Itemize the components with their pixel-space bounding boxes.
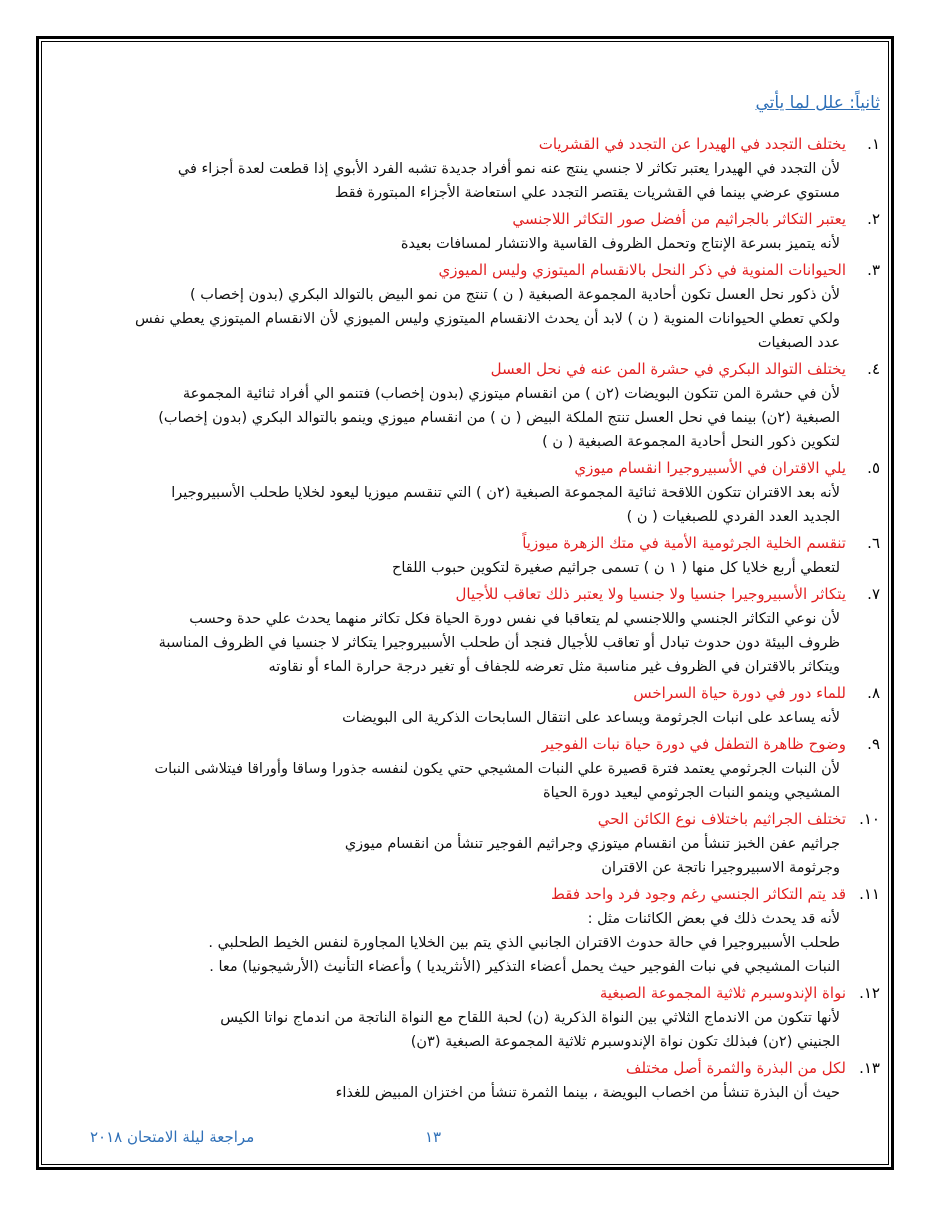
answer-block — [60, 556, 880, 580]
question-text: قد يتم التكاثر الجنسي رغم وجود فرد واحد فقط — [551, 885, 846, 903]
answer-line: ويتكاثر بالاقتران في الظروف غير مناسبة مثل تعرضه للجفاف أو تغير درجة حرارة الماء أو نقاوته — [268, 659, 840, 675]
question-text: يعتبر التكاثر بالجراثيم من أفضل صور التكاثر اللاجنسي — [512, 210, 846, 228]
question-number: ٥. — [867, 459, 880, 477]
answer-line: لأنه بعد الاقتران تتكون اللاقحة ثنائية المجموعة الصبغية (٢ن ) التي تنقسم ميوزيا ليعود لخلايا طحلب الأسبيروجيرا — [171, 485, 840, 501]
answer-line: لأن النبات الجرثومي يعتمد فترة قصيرة علي النبات المشيجي حتي يكون لنفسه جذورا وساقا وأوراقا فيتلاشى النبات — [154, 761, 840, 777]
answer-line: لتعطي أربع خلايا كل منها ( ١ ن ) تسمى جراثيم صغيرة لتكوين حبوب اللقاح — [391, 560, 840, 576]
question-item — [60, 357, 880, 454]
question-line — [60, 207, 880, 232]
answer-block — [60, 832, 880, 880]
page-number: ١٣ — [425, 1128, 442, 1146]
answer-line: لأن في حشرة المن تتكون البويضات (٢ن ) من انقسام ميتوزي (بدون إخصاب) فتنمو الي أفراد ثنائية المجموعة — [182, 386, 840, 402]
question-number: ٧. — [867, 585, 880, 603]
question-number: ٤. — [867, 360, 880, 378]
answer-line: لأنها تتكون من الاندماج الثلاثي بين النواة الذكرية (ن) لحبة اللقاح مع النواة الناتجة من اندماج نواتا الكيس — [220, 1010, 840, 1026]
answer-line: ظروف البيئة دون حدوث تبادل أو تعاقب للأجيال فنجد أن طحلب الأسبيروجيرا يتكاثر لا جنسيا في الظروف المناسبة — [158, 635, 840, 651]
question-number: ١١. — [859, 885, 880, 903]
question-item — [60, 732, 880, 805]
answer-line: ولكي تعطي الحيوانات المنوية ( ن ) لابد أن يحدث الانقسام الميتوزي وليس الميوزي لأن الانقسام الميتوزي يعطي نفس — [135, 311, 840, 327]
question-item — [60, 882, 880, 979]
question-text: لكل من البذرة والثمرة أصل مختلف — [625, 1059, 846, 1077]
question-text: الحيوانات المنوية في ذكر النحل بالانقسام الميتوزي وليس الميوزي — [438, 261, 846, 279]
question-number: ١٣. — [859, 1059, 880, 1077]
answer-line: لأنه يتميز بسرعة الإنتاج وتحمل الظروف القاسية والانتشار لمسافات بعيدة — [400, 236, 840, 252]
question-text: وضوح ظاهرة التطفل في دورة حياة نبات الفوجير — [541, 735, 846, 753]
question-text: يختلف التجدد في الهيدرا عن التجدد في القشريات — [538, 135, 846, 153]
question-number: ١. — [867, 135, 880, 153]
question-line — [60, 258, 880, 283]
answer-line: لأن نوعي التكاثر الجنسي واللاجنسي لم يتعاقبا في نفس دورة الحياة فكل تكاثر منهما يحدث علي حدة وحسب — [189, 611, 840, 627]
question-number: ١٢. — [859, 984, 880, 1002]
question-item — [60, 1056, 880, 1105]
answer-line: جراثيم عفن الخبز تنشأ من انقسام ميتوزي وجراثيم الفوجير تنشأ من انقسام ميوزي — [344, 836, 840, 852]
answer-block — [60, 706, 880, 730]
answer-line: عدد الصبغيات — [757, 335, 840, 351]
answer-block — [60, 283, 880, 355]
page-footer — [80, 1128, 860, 1152]
question-text: يلي الاقتران في الأسبيروجيرا انقسام ميوزي — [574, 459, 846, 477]
question-line — [60, 807, 880, 832]
question-text: يختلف التوالد البكري في حشرة المن عنه في نحل العسل — [490, 360, 846, 378]
question-line — [60, 981, 880, 1006]
question-item — [60, 981, 880, 1054]
question-item — [60, 681, 880, 730]
question-number: ٨. — [867, 684, 880, 702]
question-line — [60, 681, 880, 706]
document-body — [60, 92, 880, 1107]
question-list — [60, 132, 880, 1105]
answer-block — [60, 907, 880, 979]
question-line — [60, 531, 880, 556]
question-item — [60, 258, 880, 355]
question-number: ١٠. — [859, 810, 880, 828]
question-item — [60, 582, 880, 679]
question-number: ٦. — [867, 534, 880, 552]
section-heading: ثانياً: علل لما يأتي — [755, 93, 880, 113]
answer-block — [60, 382, 880, 454]
question-item — [60, 807, 880, 880]
answer-line: لأن التجدد في الهيدرا يعتبر تكاثر لا جنسي ينتج عنه نمو أفراد جديدة تشبه الفرد الأبوي إذا قطعت لعدة أجزاء في — [177, 161, 840, 177]
question-text: للماء دور في دورة حياة السراخس — [633, 684, 846, 702]
question-line — [60, 882, 880, 907]
answer-block — [60, 157, 880, 205]
answer-line: لأن ذكور نحل العسل تكون أحادية المجموعة الصبغية ( ن ) تنتج من نمو البيض بالتوالد البكري (بدون إخصاب ) — [190, 287, 840, 303]
question-line — [60, 456, 880, 481]
question-number: ٩. — [867, 735, 880, 753]
answer-block — [60, 607, 880, 679]
question-line — [60, 732, 880, 757]
question-text: نواة الإندوسبرم ثلاثية المجموعة الصبغية — [599, 984, 846, 1002]
question-number: ٢. — [867, 210, 880, 228]
answer-line: لأنه قد يحدث ذلك في بعض الكائنات مثل : — [587, 911, 840, 927]
answer-line: لأنه يساعد على انبات الجرثومة ويساعد على انتقال السابحات الذكرية الى البويضات — [342, 710, 840, 726]
answer-block — [60, 757, 880, 805]
question-number: ٣. — [867, 261, 880, 279]
answer-line: الصبغية (٢ن) بينما في نحل العسل تنتج الملكة البيض ( ن ) من انقسام ميوزي وينمو بالتوالد البكري (بدون إخصاب) — [158, 410, 840, 426]
question-line — [60, 582, 880, 607]
answer-block — [60, 481, 880, 529]
answer-line: المشيجي وينمو النبات الجرثومي ليعيد دورة الحياة — [542, 785, 840, 801]
question-text: يتكاثر الأسبيروجيرا جنسيا ولا جنسيا ولا يعتبر ذلك تعاقب للأجيال — [455, 585, 846, 603]
answer-block — [60, 232, 880, 256]
answer-line: لتكوين ذكور النحل أحادية المجموعة الصبغية ( ن ) — [542, 434, 840, 450]
answer-block — [60, 1081, 880, 1105]
question-line — [60, 357, 880, 382]
answer-line: الجديد العدد الفردي للصبغيات ( ن ) — [626, 509, 840, 525]
question-item — [60, 531, 880, 580]
answer-line: وجرثومة الاسبيروجيرا ناتجة عن الاقتران — [601, 860, 840, 876]
question-item — [60, 207, 880, 256]
question-item — [60, 132, 880, 205]
footer-title: مراجعة ليلة الامتحان ٢٠١٨ — [90, 1128, 255, 1146]
question-item — [60, 456, 880, 529]
question-line — [60, 1056, 880, 1081]
answer-line: النبات المشيجي في نبات الفوجير حيث يحمل أعضاء التذكير (الأنثريديا ) وأعضاء التأنيث (الأرشيجونيا) معا . — [209, 959, 840, 975]
answer-line: طحلب الأسبيروجيرا في حالة حدوث الاقتران الجانبي الذي يتم بين الخلايا المجاورة لنفس الخيط الطحلبي . — [208, 935, 840, 951]
answer-line: الجنيني (٢ن) فبذلك تكون نواة الإندوسبرم ثلاثية المجموعة الصبغية (٣ن) — [410, 1034, 840, 1050]
question-line — [60, 132, 880, 157]
question-text: تختلف الجراثيم باختلاف نوع الكائن الحي — [597, 810, 846, 828]
answer-line: مستوي عرضي بينما في القشريات يقتصر التجدد علي استعاضة الأجزاء المبتورة فقط — [334, 185, 840, 201]
answer-block — [60, 1006, 880, 1054]
answer-line: حيث أن البذرة تنشأ من اخصاب البويضة ، بينما الثمرة تنشأ من اختزان المبيض للغذاء — [335, 1085, 840, 1101]
question-text: تنقسم الخلية الجرثومية الأمية في متك الزهرة ميوزياً — [522, 534, 846, 552]
